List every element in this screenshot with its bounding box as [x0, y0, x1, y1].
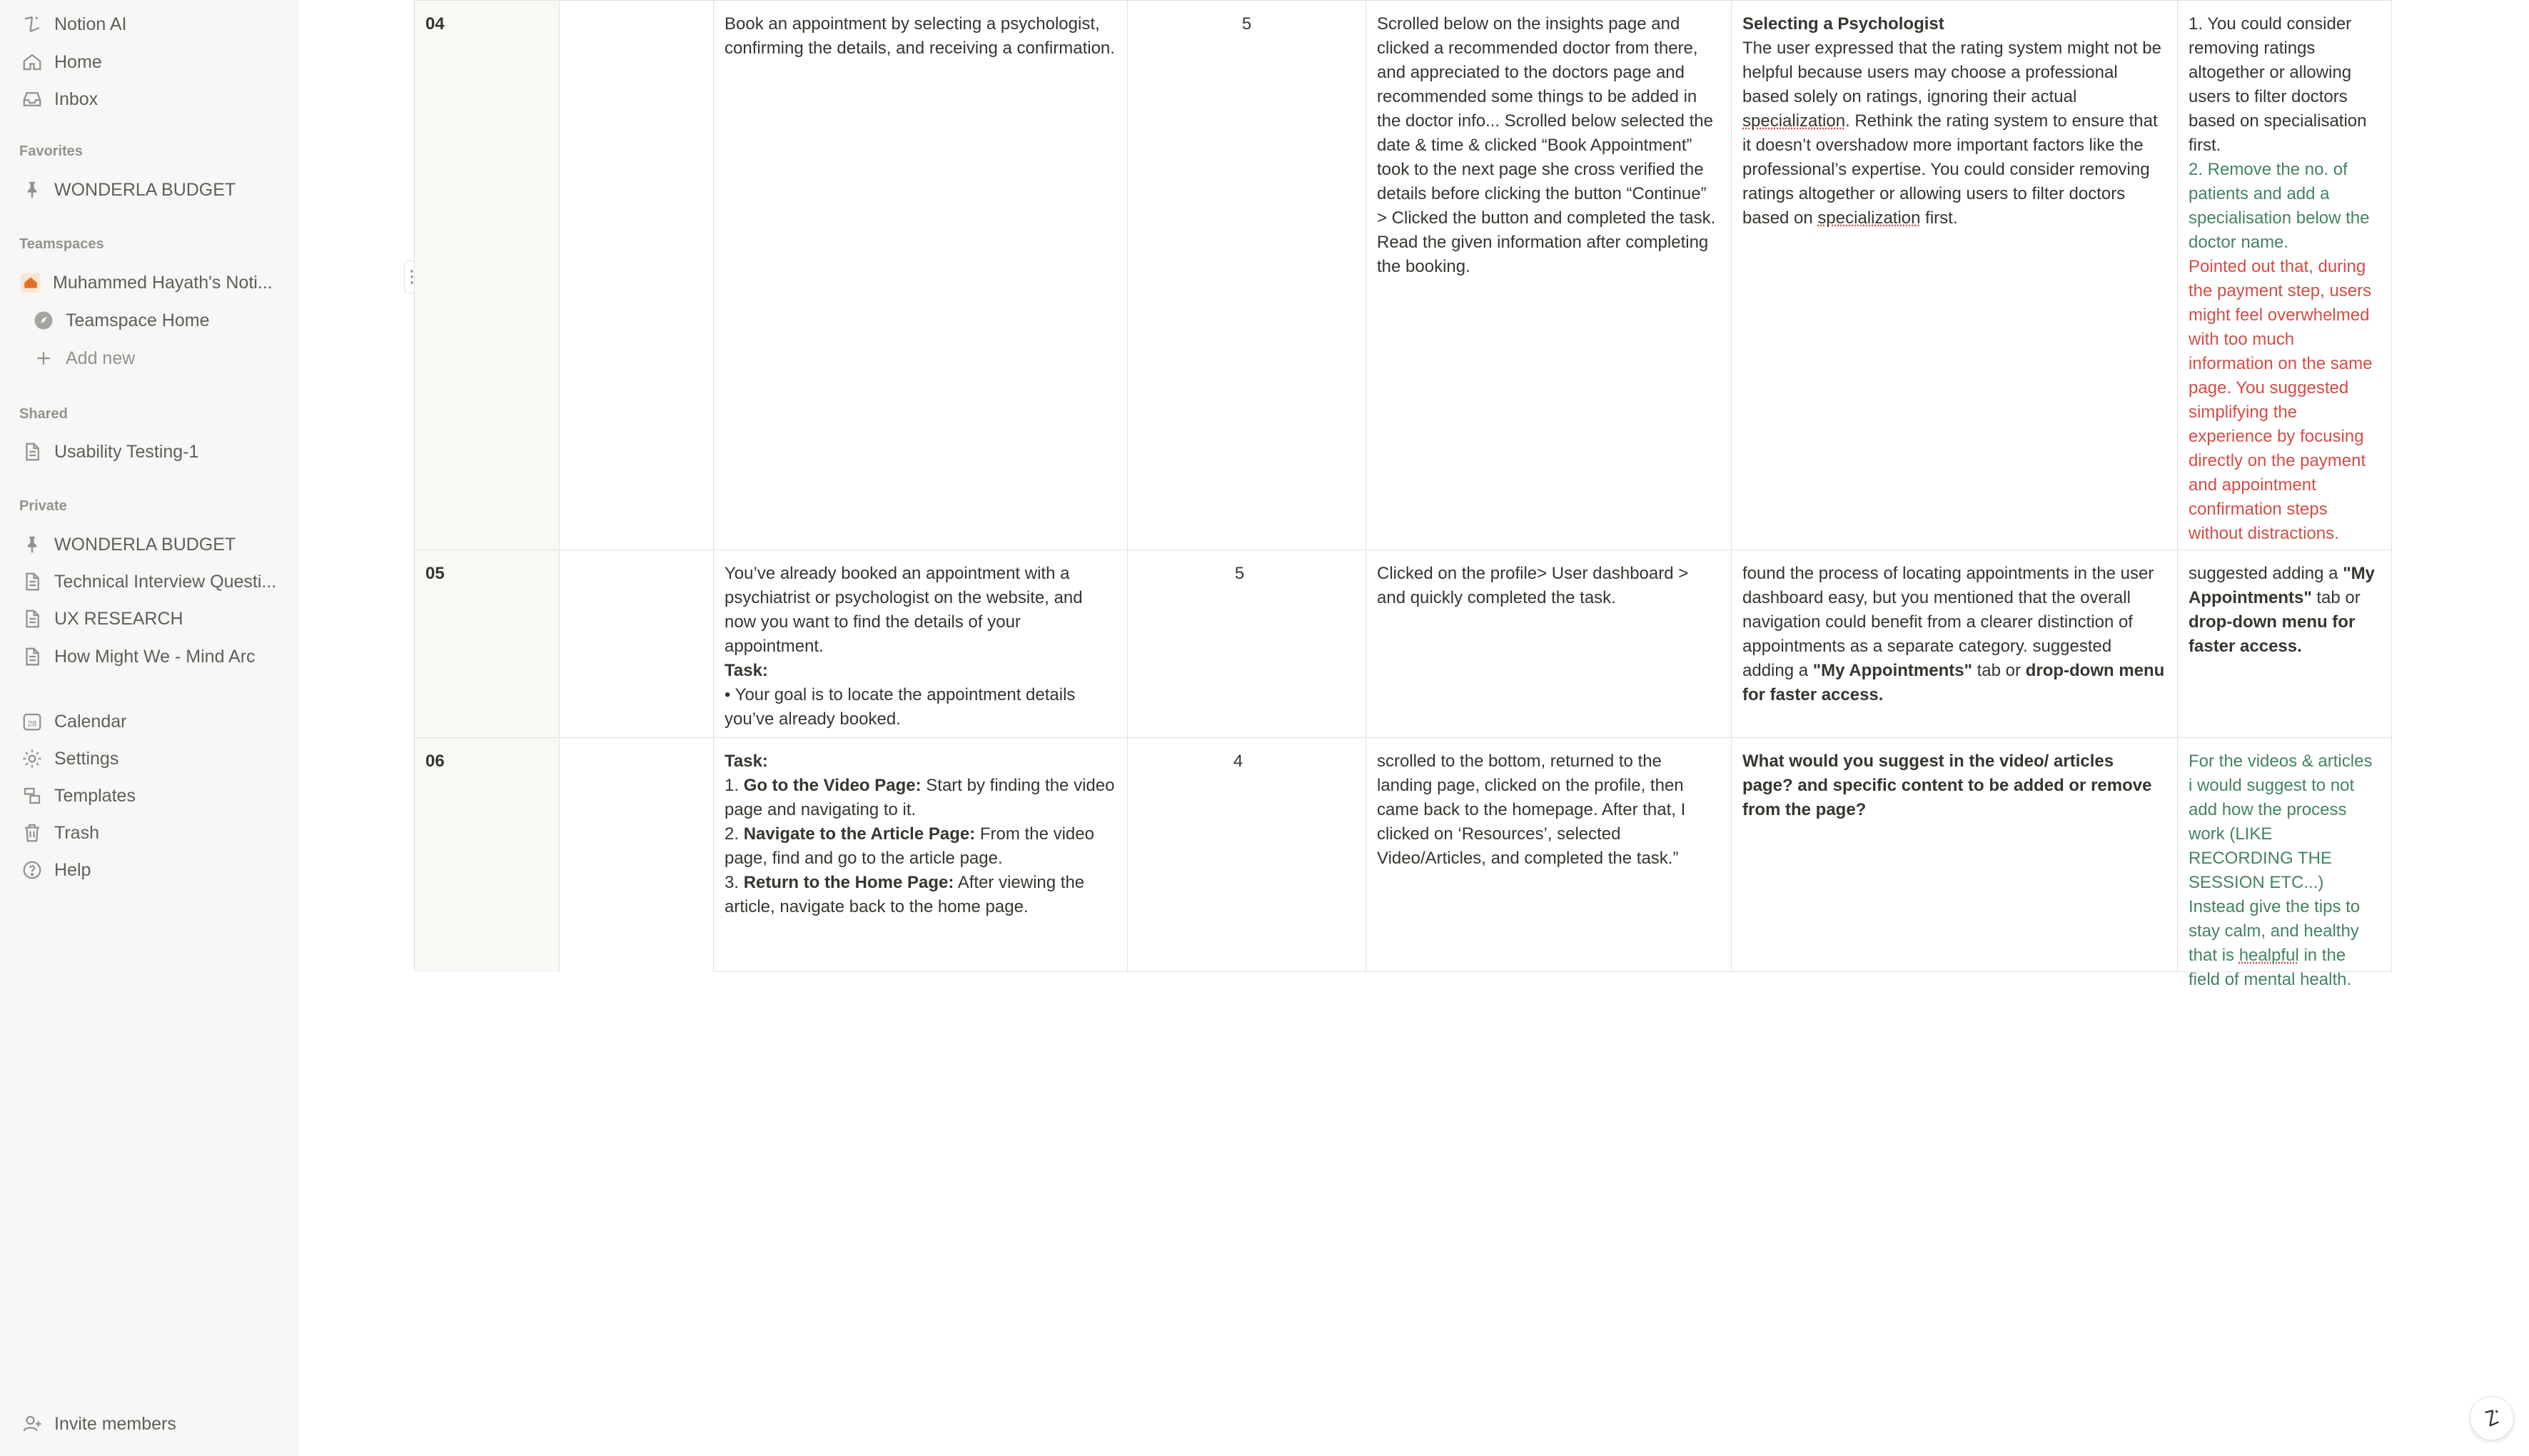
sidebar-item-teamspace-home[interactable] [10, 304, 288, 337]
empty-cell[interactable] [560, 738, 714, 972]
observation-text: Scrolled below on the insights page and clicked a recommended doctor from there, and appreciated to the doctors page and recommended some things to be added in the doctor info... Scrolled below selected the date & time & clicked “Book Appointment” took to the next page she cross verified the details before clicking the button “Continue” > Clicked the button and completed the task. Read the given information after completing the booking. [1377, 14, 1716, 276]
sidebar-item-trash[interactable] [10, 817, 288, 849]
page-icon [19, 607, 46, 631]
sidebar-item-label: WONDERLA BUDGET [54, 534, 236, 555]
table-row [415, 737, 2392, 989]
compass-icon [30, 308, 57, 333]
pin-icon [19, 178, 46, 202]
favorites-heading[interactable]: Favorites [19, 143, 83, 159]
task-text: You’ve already booked an appointment with a psychiatrist or psychologist on the website, and now you want to find the details of your appointment. [725, 564, 1083, 656]
help-icon [19, 858, 46, 882]
sidebar-item-label: WONDERLA BUDGET [54, 179, 236, 200]
sidebar-item-label: Help [54, 859, 91, 880]
house-icon [17, 271, 44, 295]
invite-members-button[interactable] [10, 1407, 288, 1440]
shared-heading[interactable]: Shared [19, 406, 68, 422]
empty-cell[interactable] [560, 550, 714, 737]
feedback-title: Selecting a Psychologist [1742, 14, 1944, 34]
notion-ai-icon [19, 12, 46, 36]
suggestion-text-red: Pointed out that, during the payment step, users might feel overwhelmed with too much information on the same page. You suggested simplifying the experience by focusing directly on the payment and appointment confirmation steps without distractions. [2189, 257, 2373, 543]
task-step: 2. Navigate to the Article Page: From the video page, find and go to the article page. [725, 824, 1094, 868]
invite-members-icon [19, 1412, 46, 1436]
row-id-cell[interactable]: 05 [415, 550, 560, 737]
page-icon [19, 644, 46, 669]
rating-cell[interactable]: 5 [1128, 1, 1366, 550]
teamspaces-heading[interactable]: Teamspaces [19, 236, 104, 252]
sidebar-item-label: Muhammed Hayath's Noti... [53, 272, 273, 293]
svg-text:28: 28 [27, 719, 37, 729]
sidebar-item-teamspace-workspace[interactable] [10, 266, 288, 299]
empty-cell[interactable] [560, 1, 714, 550]
private-heading[interactable]: Private [19, 498, 67, 514]
task-label: Task: [725, 752, 768, 771]
home-icon [19, 50, 46, 74]
misspelled-word: healpful [2238, 946, 2299, 965]
row-id-cell[interactable]: 06 [415, 738, 560, 972]
sidebar-item-templates[interactable] [10, 779, 288, 812]
task-cell[interactable] [714, 550, 1128, 737]
sidebar-item-label: Inbox [54, 89, 99, 109]
calendar-icon [19, 709, 46, 734]
templates-icon [19, 784, 46, 808]
sidebar-item-label: UX RESEARCH [54, 608, 183, 629]
usability-table [414, 0, 2391, 989]
task-text: Book an appointment by selecting a psychologist, confirming the details, and receiving a confirmation. [725, 14, 1115, 58]
suggestion-text: 1. You could consider removing ratings altogether or allowing users to filter doctors based on specialisation first. [2189, 14, 2367, 155]
sidebar-item-label: Notion AI [54, 14, 127, 34]
sidebar-item-calendar[interactable] [10, 705, 288, 738]
suggestion-cell[interactable] [2178, 738, 2392, 989]
notion-ai-button[interactable] [2470, 1396, 2514, 1440]
page-icon [19, 570, 46, 594]
task-label: Task: [725, 661, 768, 680]
misspelled-word: specialization [1742, 111, 1846, 131]
pin-icon [19, 532, 46, 557]
feedback-text: The user expressed that the rating system might not be helpful because users may choose a professional based solely on ratings, ignoring their actual specialization. Rethink the rating system to ensure that it doesn’t overshadow more important factors like the professional’s expertise. You could consider removing ratings altogether or allowing users to filter doctors based on specialization first. [1742, 39, 2161, 228]
gear-icon [19, 747, 46, 771]
sidebar [0, 0, 298, 1456]
table-row [415, 550, 2392, 737]
sidebar-item-help[interactable] [10, 854, 288, 886]
sidebar-item-label: Add new [66, 348, 136, 368]
task-cell[interactable] [714, 1, 1128, 550]
inbox-icon [19, 87, 46, 111]
suggestion-cell[interactable] [2178, 550, 2392, 737]
trash-icon [19, 821, 46, 845]
sidebar-item-label: Usability Testing-1 [54, 441, 199, 462]
notion-ai-icon [2480, 1407, 2503, 1430]
sidebar-item-how-might-we[interactable] [10, 640, 288, 673]
feedback-text: found the process of locating appointments in the user dashboard easy, but you mentioned that the overall navigation could benefit from a clearer distinction of appointments as a separate category. suggested adding a "My Appointments" tab or drop-down menu for faster access. [1742, 564, 2165, 704]
feedback-question: What would you suggest in the video/ articles page? and specific content to be added or remove from the page? [1742, 752, 2152, 819]
row-id-cell[interactable]: 04 [415, 1, 560, 550]
sidebar-item-home[interactable] [10, 46, 288, 79]
observation-text: scrolled to the bottom, returned to the landing page, clicked on the profile, then came back to the homepage. After that, I clicked on ‘Resources’, selected Video/Articles, and completed the task.” [1377, 752, 1686, 868]
rating-cell[interactable]: 5 [1128, 550, 1366, 737]
sidebar-item-wonderla-budget-private[interactable] [10, 528, 288, 561]
suggestion-cell[interactable] [2178, 1, 2392, 550]
sidebar-item-label: Invite members [54, 1413, 176, 1434]
plus-icon [30, 346, 57, 370]
sidebar-item-label: Calendar [54, 711, 127, 732]
task-step: 3. Return to the Home Page: After viewing the article, navigate back to the home page. [725, 873, 1085, 916]
feedback-cell[interactable] [1732, 550, 2178, 737]
observation-cell[interactable] [1366, 1, 1732, 550]
task-bullet: • Your goal is to locate the appointment details you’ve already booked. [725, 685, 1076, 729]
suggestion-text-green: 2. Remove the no. of patients and add a specialisation below the doctor name. [2189, 160, 2370, 252]
rating-cell[interactable]: 4 [1128, 738, 1366, 972]
sidebar-item-label: Technical Interview Questi... [54, 571, 277, 592]
suggestion-text-green: For the videos & articles i would suggest to not add how the process work (LIKE RECORDING THE SESSION ETC...) Instead give the tips to stay calm, and healthy that is healpful in the field of mental health. [2189, 752, 2373, 989]
observation-text: Clicked on the profile> User dashboard > and quickly completed the task. [1377, 564, 1689, 607]
task-cell[interactable] [714, 738, 1128, 972]
sidebar-item-settings[interactable] [10, 742, 288, 775]
task-step: 1. Go to the Video Page: Start by finding the video page and navigating to it. [725, 776, 1115, 819]
feedback-cell[interactable] [1732, 1, 2178, 550]
sidebar-item-add-new[interactable] [10, 342, 288, 375]
table-row [415, 0, 2392, 550]
sidebar-item-label: Trash [54, 822, 99, 843]
observation-cell[interactable] [1366, 550, 1732, 737]
sidebar-item-label: Settings [54, 748, 119, 769]
sidebar-item-ux-research[interactable] [10, 602, 288, 635]
sidebar-item-label: Templates [54, 785, 136, 806]
sidebar-item-label: How Might We - Mind Arc [54, 646, 256, 667]
observation-cell[interactable] [1366, 738, 1732, 972]
suggestion-text: suggested adding a "My Appointments" tab or drop-down menu for faster access. [2189, 564, 2375, 656]
page-icon [19, 440, 46, 464]
misspelled-word: specialization [1817, 208, 1921, 228]
sidebar-item-inbox[interactable] [10, 83, 288, 116]
feedback-cell[interactable] [1732, 738, 2178, 972]
sidebar-item-label: Teamspace Home [66, 310, 210, 330]
sidebar-item-wonderla-budget[interactable] [10, 173, 288, 206]
sidebar-item-label: Home [54, 51, 102, 72]
sidebar-item-technical-interview[interactable] [10, 565, 288, 598]
sidebar-item-usability-testing[interactable] [10, 435, 288, 468]
sidebar-item-notion-ai[interactable] [10, 8, 288, 41]
